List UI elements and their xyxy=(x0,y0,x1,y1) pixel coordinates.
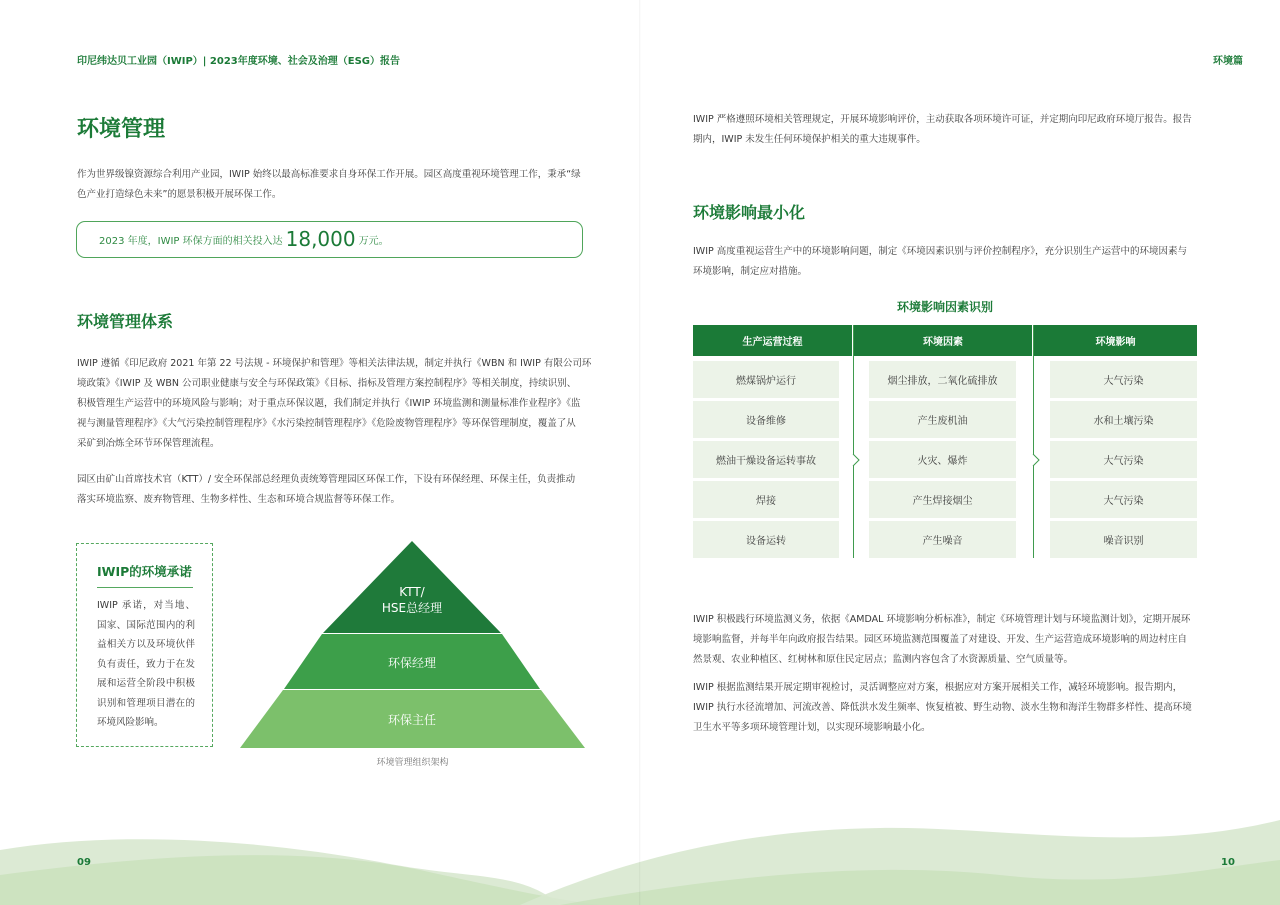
table-header-factor: 环境因素 xyxy=(854,325,1032,356)
table-header-impact: 环境影响 xyxy=(1034,325,1197,356)
system-p1-line: 境政策》《IWIP 及 WBN 公司职业健康与安全与环保政策》《目标、指标及管理方案控制程序》等相关制度，持续识别、 xyxy=(77,378,577,389)
column-divider xyxy=(853,325,854,558)
pyramid-label-middle: 环保经理 xyxy=(387,656,437,670)
impact-line: IWIP 高度重视运营生产中的环境影响问题，制定《环境因素识别与评价控制程序》，充分识别生产运营中的环境因素与 xyxy=(693,246,1187,257)
table-cell: 烟尘排放，二氧化硫排放 xyxy=(869,361,1016,398)
commitment-text: IWIP 承诺，对当地、国家、国际范围内的利益相关方以及环境伙伴负有责任，致力于在发展和运营全阶段中积极识别和管理项目潜在的环境风险影响。 xyxy=(97,600,195,728)
system-paragraph-2 xyxy=(77,470,597,510)
compliance-line: IWIP 严格遵照环境相关管理规定，开展环境影响评价，主动获取各项环境许可证，并定期向印尼政府环境厅报告。报告 xyxy=(693,114,1192,125)
table-cell: 设备运转 xyxy=(693,521,839,558)
section-label: 环境篇 xyxy=(1213,56,1243,67)
system-p1-line: 采矿到冶炼全环节环保管理流程。 xyxy=(77,438,220,449)
table-cell: 产生焊接烟尘 xyxy=(869,481,1016,518)
chevron-right-icon xyxy=(1032,453,1040,467)
table-cell: 噪音识别 xyxy=(1050,521,1197,558)
system-p2-line: 落实环境监察、废弃物管理、生物多样性、生态和环境合规监督等环保工作。 xyxy=(77,494,401,505)
table-cell: 设备维修 xyxy=(693,401,839,438)
investment-amount: 18,000 xyxy=(285,226,356,251)
table-cell: 大气污染 xyxy=(1050,441,1197,478)
intro-line-1: 作为世界级镍资源综合利用产业园，IWIP 始终以最高标准要求自身环保工作开展。园区高度重视环境管理工作，秉承“绿 xyxy=(77,169,581,180)
table-header-process: 生产运营过程 xyxy=(693,325,852,356)
commitment-title: IWIP的环境承诺 xyxy=(97,564,192,579)
table-cell: 水和土壤污染 xyxy=(1050,401,1197,438)
table-title: 环境影响因素识别 xyxy=(896,300,993,314)
commitment-divider xyxy=(97,587,193,588)
table-cell: 燃油干燥设备运转事故 xyxy=(693,441,839,478)
table-cell: 大气污染 xyxy=(1050,361,1197,398)
table-cell: 产生噪音 xyxy=(869,521,1016,558)
investment-suffix: 万元。 xyxy=(358,236,389,247)
system-paragraph-1 xyxy=(77,354,597,454)
table-cell: 火灾、爆炸 xyxy=(869,441,1016,478)
org-structure-pyramid xyxy=(240,541,585,749)
column-divider xyxy=(1033,325,1034,558)
system-p2-line: 园区由矿山首席技术官（KTT）/ 安全环保部总经理负责统筹管理园区环保工作，下设有环保经理、环保主任，负责推动 xyxy=(77,474,576,485)
impact-paragraph xyxy=(693,242,1213,282)
review-paragraph xyxy=(693,678,1213,738)
system-p1-line: IWIP 遵循《印尼政府 2021 年第 22 号法规 - 环境保护和管理》等相关法律法规，制定并执行《WBN 和 IWIP 有限公司环 xyxy=(77,358,592,369)
pyramid-caption: 环境管理组织架构 xyxy=(376,758,449,768)
chevron-right-icon xyxy=(852,453,860,467)
pyramid-label-bottom: 环保主任 xyxy=(387,713,437,727)
page-number-right: 10 xyxy=(1221,857,1235,868)
commitment-box xyxy=(76,543,213,747)
pyramid-label-top: KTT/ xyxy=(399,585,425,599)
section-title-system: 环境管理体系 xyxy=(77,312,174,331)
investment-callout xyxy=(76,221,583,258)
review-line: IWIP 根据监测结果开展定期审视检讨，灵活调整应对方案，根据应对方案开展相关工作，减轻环境影响。报告期内， xyxy=(693,682,1183,693)
system-p1-line: 视与测量管理程序》《大气污染控制管理程序》《水污染控制管理程序》《危险废物管理程序》等环保管理制度，覆盖了从 xyxy=(77,418,576,429)
monitoring-line: 然景观、农业种植区、红树林和原住民定居点；监测内容包含了水资源质量、空气质量等。 xyxy=(693,654,1074,665)
page-number-left: 09 xyxy=(77,857,91,868)
monitoring-paragraph xyxy=(693,610,1213,670)
intro-line-2: 色产业打造绿色未来”的愿景积极开展环保工作。 xyxy=(77,189,282,200)
compliance-paragraph xyxy=(693,110,1213,150)
table-cell: 焊接 xyxy=(693,481,839,518)
investment-prefix: 2023 年度，IWIP 环保方面的相关投入达 xyxy=(99,236,283,247)
intro-paragraph xyxy=(77,165,597,205)
review-line: 卫生水平等多项环境管理计划，以实现环境影响最小化。 xyxy=(693,722,931,733)
impact-line: 环境影响，制定应对措施。 xyxy=(693,266,808,277)
report-header-title: 印尼纬达贝工业园（IWIP）| 2023年度环境、社会及治理（ESG）报告 xyxy=(77,56,401,67)
review-line: IWIP 执行水径流增加、河流改善、降低洪水发生频率、恢复植被、野生动物、淡水生物和海洋生物群多样性、提高环境 xyxy=(693,702,1192,713)
monitoring-line: IWIP 积极践行环境监测义务，依据《AMDAL 环境影响分析标准》，制定《环境管理计划与环境监测计划》，定期开展环 xyxy=(693,614,1191,625)
pyramid-label-top-2: HSE总经理 xyxy=(381,601,443,615)
table-cell: 燃煤锅炉运行 xyxy=(693,361,839,398)
monitoring-line: 境影响监督，并每半年向政府报告结果。园区环境监测范围覆盖了对建设、开发、生产运营造成环境影响的周边村庄自 xyxy=(693,634,1188,645)
section-title-impact: 环境影响最小化 xyxy=(693,203,806,222)
compliance-line: 期内，IWIP 未发生任何环境保护相关的重大违规事件。 xyxy=(693,134,926,145)
system-p1-line: 积极管理生产运营中的环境风险与影响；对于重点环保议题，我们制定并执行《IWIP 环境监测和测量标准作业程序》《监 xyxy=(77,398,581,409)
table-cell: 产生废机油 xyxy=(869,401,1016,438)
table-cell: 大气污染 xyxy=(1050,481,1197,518)
page-title: 环境管理 xyxy=(77,117,166,142)
